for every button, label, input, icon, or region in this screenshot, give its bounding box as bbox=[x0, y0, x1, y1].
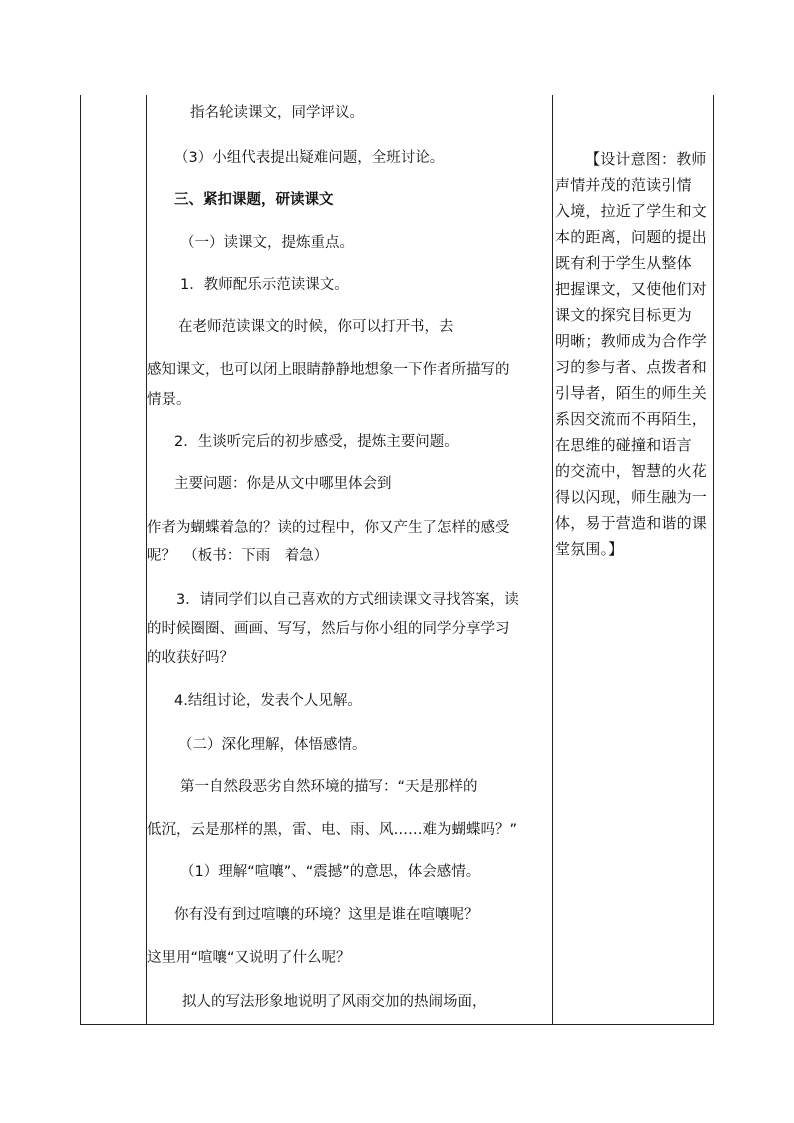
text-line: （二）深化理解，体悟感情。 bbox=[178, 737, 367, 753]
design-intent-note bbox=[555, 146, 713, 562]
text-line: 第一自然段恶劣自然环境的描写：“天是那样的 bbox=[180, 779, 478, 795]
note-line: 入境，拉近了学生和文 bbox=[555, 202, 708, 220]
note-line: 【设计意图：教师 bbox=[585, 150, 707, 168]
text-line: 在老师范读课文的时候，你可以打开书，去 bbox=[178, 319, 454, 335]
text-line: 的收获好吗？ bbox=[147, 650, 234, 666]
text-line: 你有没有到过喧嚷的环境？这里是谁在喧嚷呢？ bbox=[174, 907, 479, 923]
note-line: 堂氛围。】 bbox=[555, 540, 624, 558]
table-border-right bbox=[713, 95, 714, 1025]
text-line: 感知课文，也可以闭上眼睛静静地想象一下作者所描写的 bbox=[147, 362, 510, 378]
text-line: 拟人的写法形象地说明了风雨交加的热闹场面， bbox=[182, 994, 487, 1010]
note-line: 系因交流而不再陌生， bbox=[555, 410, 708, 428]
note-line: 在思维的碰撞和语言 bbox=[555, 436, 692, 454]
note-line: 引导者，陌生的师生关 bbox=[555, 384, 708, 402]
note-line: 的交流中，智慧的火花 bbox=[555, 462, 708, 480]
text-line: 作者为蝴蝶着急的？读的过程中，你又产生了怎样的感受 bbox=[147, 520, 510, 536]
text-line: 4.结组讨论，发表个人见解。 bbox=[174, 693, 362, 709]
note-line: 得以闪现，师生融为一 bbox=[555, 488, 708, 506]
text-line: 这里用“喧嚷“又说明了什么呢？ bbox=[147, 950, 351, 966]
text-line: （3）小组代表提出疑难问题，全班讨论。 bbox=[174, 150, 445, 166]
text-line: 的时候圈圈、画画、写写，然后与你小组的同学分享学习 bbox=[147, 621, 510, 637]
text-line: （1）理解“喧嚷”、“震撼”的意思，体会感情。 bbox=[180, 864, 481, 880]
text-line: （一）读课文，提炼重点。 bbox=[180, 235, 354, 251]
text-line: 1．教师配乐示范读课文。 bbox=[180, 277, 349, 293]
text-line: 呢？ （板书：下雨 着急） bbox=[147, 548, 329, 564]
note-line: 习的参与者、点拨者和 bbox=[555, 358, 708, 376]
note-line: 把握课文，又使他们对 bbox=[555, 280, 708, 298]
text-line: 情景。 bbox=[147, 392, 191, 408]
note-line: 体，易于营造和谐的课 bbox=[555, 514, 708, 532]
note-line: 声情并茂的范读引情 bbox=[555, 176, 692, 194]
note-line: 课文的探究目标更为 bbox=[555, 306, 692, 324]
note-line: 本的距离，问题的提出 bbox=[555, 228, 708, 246]
note-line: 既有利于学生从整体 bbox=[555, 254, 692, 272]
table-border-bottom bbox=[80, 1024, 714, 1025]
table-border-left bbox=[80, 95, 81, 1025]
text-line: 指名轮读课文，同学评议。 bbox=[190, 105, 364, 121]
text-line: 2．生谈听完后的初步感受，提炼主要问题。 bbox=[174, 434, 459, 450]
text-line: 3．请同学们以自己喜欢的方式细读课文寻找答案，读 bbox=[176, 592, 519, 608]
note-line: 明晰；教师成为合作学 bbox=[555, 332, 708, 350]
text-line: 主要问题：你是从文中哪里体会到 bbox=[174, 476, 392, 492]
section-heading: 三、紧扣课题，研读课文 bbox=[174, 192, 334, 208]
table-divider-2 bbox=[552, 95, 553, 1025]
text-line: 低沉，云是那样的黑，雷、电、雨、风……难为蝴蝶吗？” bbox=[147, 822, 518, 838]
